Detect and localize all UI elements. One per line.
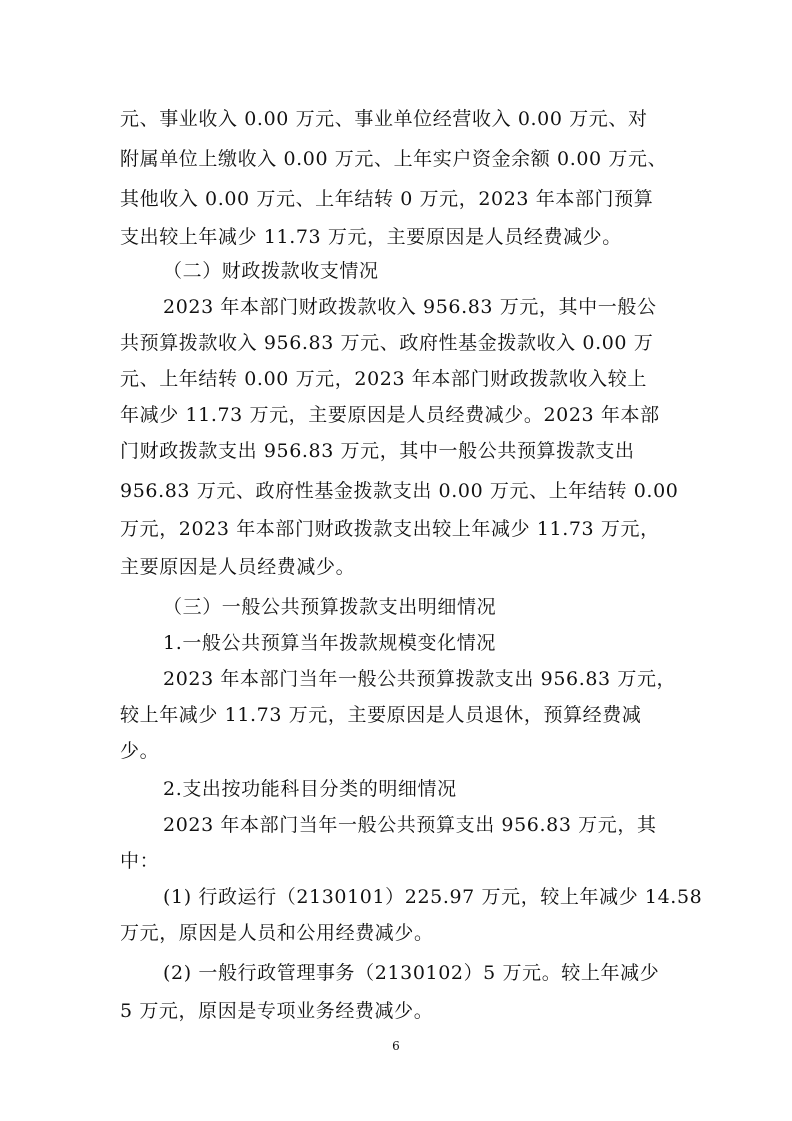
page-number: 6 [392,1039,400,1053]
body-text-line: 较上年减少 11.73 万元，主要原因是人员退休，预算经费减 [120,704,642,726]
list-item-line: (2) 一般行政管理事务（2130102）5 万元。较上年减少 [163,962,660,984]
body-text-line: 支出较上年减少 11.73 万元，主要原因是人员经费减少。 [120,226,622,248]
subsection-heading: 2.支出按功能科目分类的明细情况 [163,778,457,800]
list-item-line: (1) 行政运行（2130101）225.97 万元，较上年减少 14.58 [163,886,703,908]
body-text-line: 少。 [120,740,160,762]
body-text-line: 主要原因是人员经费减少。 [120,556,356,578]
subsection-heading: 1.一般公共预算当年拨款规模变化情况 [163,632,496,654]
body-text-line: 2023 年本部门财政拨款收入 956.83 万元，其中一般公 [163,296,657,318]
body-text-line: 共预算拨款收入 956.83 万元、政府性基金拨款收入 0.00 万 [120,332,654,354]
body-text-line: 年减少 11.73 万元，主要原因是人员经费减少。2023 年本部 [120,404,660,426]
body-text-line: 956.83 万元、政府性基金拨款支出 0.00 万元、上年结转 0.00 [120,480,679,502]
body-text-line: 元、事业收入 0.00 万元、事业单位经营收入 0.00 万元、对 [120,108,648,130]
section-heading: （三）一般公共预算拨款支出明细情况 [163,596,497,618]
list-item-line: 5 万元，原因是专项业务经费减少。 [120,1000,434,1022]
list-item-line: 万元，原因是人员和公用经费减少。 [120,922,434,944]
body-text-line: 2023 年本部门当年一般公共预算支出 956.83 万元，其 [163,814,657,836]
body-text-line: 附属单位上缴收入 0.00 万元、上年实户资金余额 0.00 万元、 [120,148,668,170]
body-text-line: 门财政拨款支出 956.83 万元，其中一般公共预算拨款支出 [120,440,635,462]
body-text-line: 其他收入 0.00 万元、上年结转 0 万元，2023 年本部门预算 [120,188,654,210]
body-text-line: 2023 年本部门当年一般公共预算拨款支出 956.83 万元， [163,668,677,690]
body-text-line: 万元，2023 年本部门财政拨款支出较上年减少 11.73 万元， [120,518,660,540]
body-text-line: 中： [120,850,160,872]
section-heading: （二）财政拨款收支情况 [163,260,379,282]
body-text-line: 元、上年结转 0.00 万元，2023 年本部门财政拨款收入较上 [120,368,647,390]
